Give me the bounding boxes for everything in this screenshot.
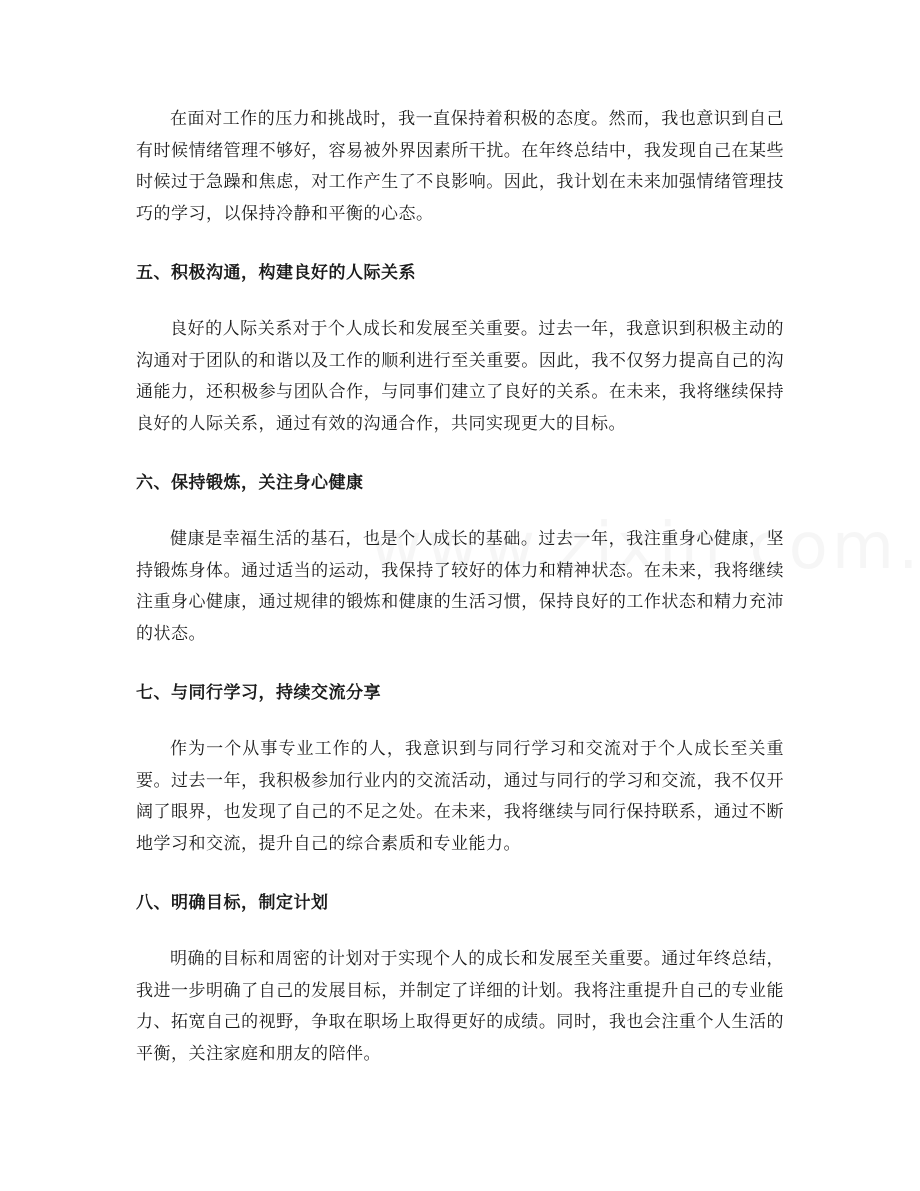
section-five-paragraph: 良好的人际关系对于个人成长和发展至关重要。过去一年，我意识到积极主动的沟通对于团队的和谐以及工作的顺利进行至关重要。因此，我不仅努力提高自己的沟通能力，还积极参与团队合作，与同事们建立了良好的关系。在未来，我将继续保持良好的人际关系，通过有效的沟通合作，共同实现更大的目标。 (136, 319, 784, 434)
section-eight-heading: 八、明确目标，制定计划 (136, 893, 329, 913)
section-seven-paragraph: 作为一个从事专业工作的人，我意识到与同行学习和交流对于个人成长至关重要。过去一年，我积极参加行业内的交流活动，通过与同行的学习和交流，我不仅开阔了眼界，也发现了自己的不足之处。在未来，我将继续与同行保持联系，通过不断地学习和交流，提升自己的综合素质和专业能力。 (136, 739, 784, 854)
intro-paragraph: 在面对工作的压力和挑战时，我一直保持着积极的态度。然而，我也意识到自己有时候情绪管理不够好，容易被外界因素所干扰。在年终总结中，我发现自己在某些时候过于急躁和焦虑，对工作产生了不良影响。因此，我计划在未来加强情绪管理技巧的学习，以保持冷静和平衡的心态。 (136, 109, 784, 224)
section-six-heading: 六、保持锻炼，关注身心健康 (136, 473, 364, 493)
section-seven-heading: 七、与同行学习，持续交流分享 (136, 683, 381, 703)
section-eight-paragraph: 明确的目标和周密的计划对于实现个人的成长和发展至关重要。通过年终总结，我进一步明确了自己的发展目标，并制定了详细的计划。我将注重提升自己的专业能力、拓宽自己的视野，争取在职场上取得更好的成绩。同时，我也会注重个人生活的平衡，关注家庭和朋友的陪伴。 (136, 949, 784, 1064)
document-page (136, 104, 784, 1070)
section-six-paragraph: 健康是幸福生活的基石，也是个人成长的基础。过去一年，我注重身心健康，坚持锻炼身体。通过适当的运动，我保持了较好的体力和精神状态。在未来，我将继续注重身心健康，通过规律的锻炼和健康的生活习惯，保持良好的工作状态和精力充沛的状态。 (136, 529, 784, 644)
section-five-heading: 五、积极沟通，构建良好的人际关系 (136, 263, 416, 283)
